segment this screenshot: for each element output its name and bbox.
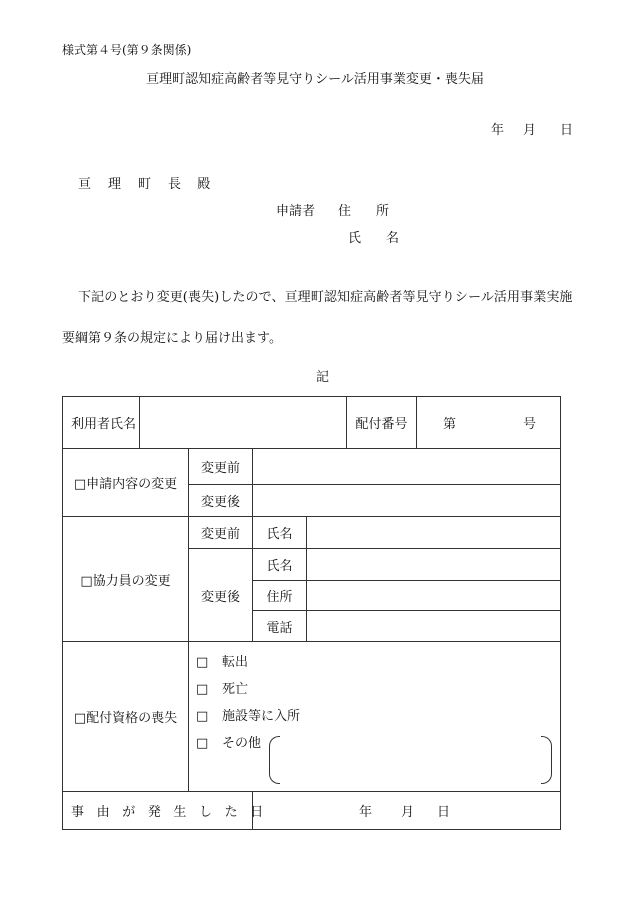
option-label: 転出: [222, 655, 249, 670]
checkbox-icon[interactable]: □: [196, 682, 209, 697]
body-text-line2: 要綱第９条の規定により届け出ます。: [62, 331, 282, 346]
occurrence-date-field[interactable]: [253, 792, 561, 830]
name-char: 名: [386, 231, 400, 246]
addressee-char: 理: [108, 177, 122, 192]
open-bracket-icon: [269, 736, 280, 784]
form-number: 様式第４号(第９条関係): [62, 43, 192, 57]
application-after-field[interactable]: [253, 485, 561, 517]
date-year-label: 年: [359, 805, 373, 820]
cooperator-address-label: 住所: [253, 581, 307, 611]
addressee-honorific: 殿: [197, 177, 211, 192]
cooperator-after-name-field[interactable]: [307, 549, 561, 581]
form-title: 亘理町認知症高齢者等見守りシール活用事業変更・喪失届: [146, 72, 484, 87]
after-change-label: 変更後: [189, 485, 253, 517]
checkbox-icon[interactable]: □: [196, 709, 209, 724]
notification-form-table: [62, 396, 561, 830]
address-char: 住: [338, 204, 352, 219]
date-month-label: 月: [523, 123, 537, 138]
name-char: 氏: [348, 231, 362, 246]
cooperator-address-field[interactable]: [307, 581, 561, 611]
section-qualification-loss: □配付資格の喪失: [63, 642, 189, 792]
option-label: 死亡: [222, 682, 249, 697]
cooperator-phone-label: 電話: [253, 611, 307, 642]
date-day-label: 日: [560, 123, 574, 138]
occurrence-date-label: 事由が発生した日: [63, 792, 253, 830]
body-text-line1: 下記のとおり変更(喪失)したので、亘理町認知症高齢者等見守りシール活用事業実施: [78, 290, 573, 305]
applicant-address-label: [338, 205, 389, 218]
before-change-label: 変更前: [189, 449, 253, 485]
cooperator-before-name-label: 氏名: [253, 517, 307, 549]
distribution-number-label: 配付番号: [347, 397, 417, 449]
number-suffix: 号: [523, 417, 537, 432]
user-name-label: 利用者氏名: [63, 397, 140, 449]
application-before-field[interactable]: [253, 449, 561, 485]
user-name-field[interactable]: [140, 397, 347, 449]
checkbox-icon[interactable]: □: [196, 736, 209, 751]
loss-option-facility[interactable]: [189, 703, 560, 730]
applicant-label: 申請者: [276, 204, 316, 219]
after-change-label: 変更後: [189, 549, 253, 642]
cooperator-after-name-label: 氏名: [253, 549, 307, 581]
ki-heading: 記: [316, 370, 330, 385]
addressee-char: 長: [168, 177, 182, 192]
checkbox-icon[interactable]: □: [196, 655, 209, 670]
date-year-label: 年: [491, 123, 505, 138]
close-bracket-icon: [541, 736, 552, 784]
cooperator-before-name-field[interactable]: [307, 517, 561, 549]
addressee-char: 町: [138, 177, 152, 192]
before-change-label: 変更前: [189, 517, 253, 549]
option-label: 施設等に入所: [222, 709, 301, 724]
section-cooperator-change: □協力員の変更: [63, 517, 189, 642]
addressee-char: 亘: [78, 177, 92, 192]
loss-option-moved[interactable]: [189, 649, 560, 676]
option-label: その他: [222, 736, 262, 751]
loss-option-other[interactable]: [189, 730, 560, 757]
date-month-label: 月: [401, 805, 415, 820]
cooperator-phone-field[interactable]: [307, 611, 561, 642]
number-prefix: 第: [443, 417, 457, 432]
applicant-name-label: [348, 232, 399, 245]
date-day-label: 日: [437, 805, 451, 820]
address-char: 所: [376, 204, 390, 219]
loss-reasons-cell: [189, 642, 561, 792]
section-application-change: □申請内容の変更: [63, 449, 189, 517]
submission-date: [491, 124, 573, 137]
addressee: [78, 178, 210, 191]
distribution-number-field[interactable]: [417, 397, 561, 449]
loss-option-deceased[interactable]: [189, 676, 560, 703]
